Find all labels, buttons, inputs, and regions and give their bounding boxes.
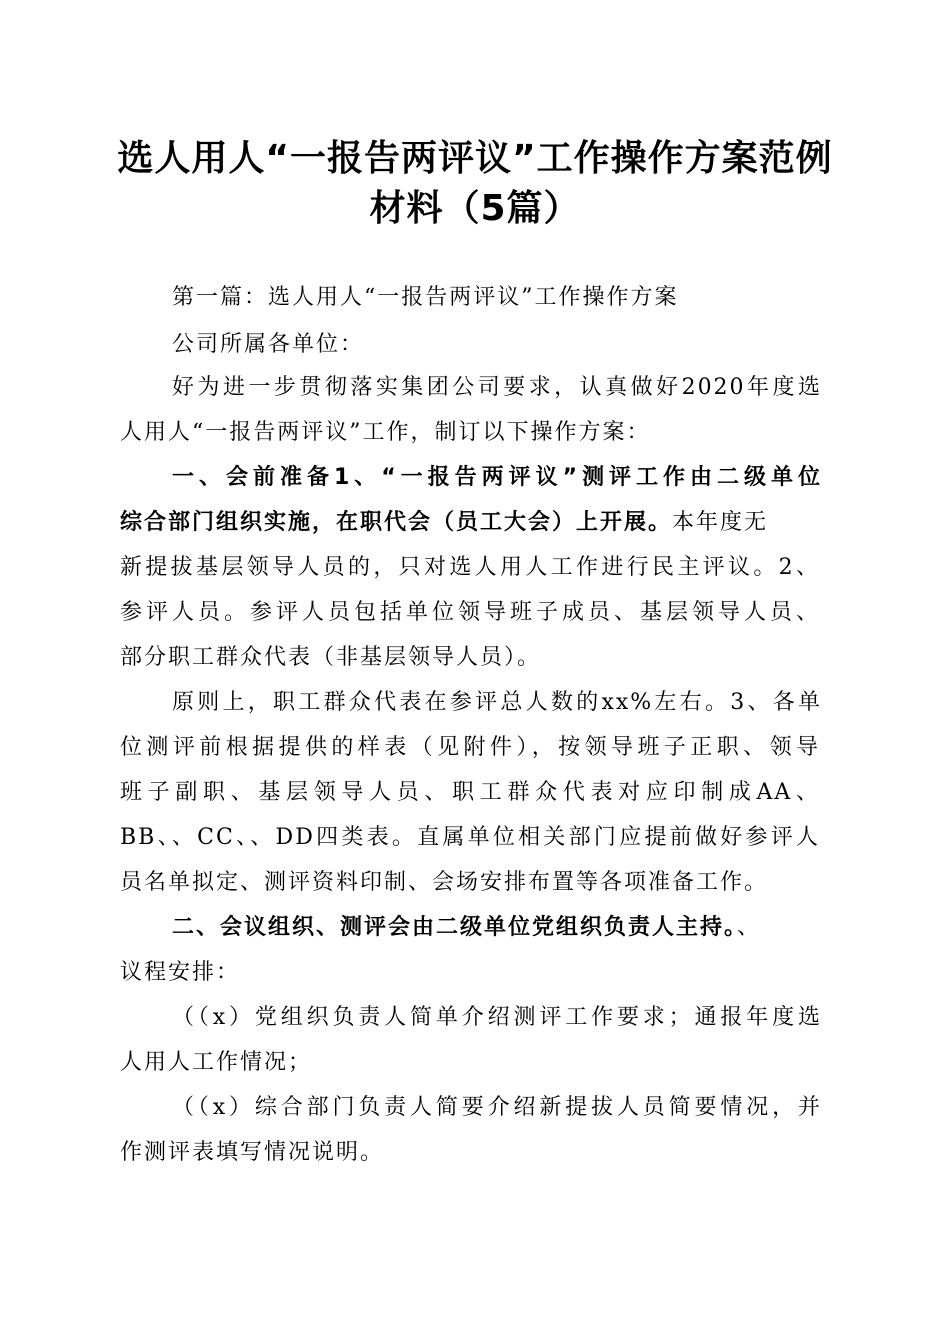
section-heading-1-continued: 综合部门组织实施，在职代会（员工大会）上开展。 xyxy=(120,510,673,535)
paragraph-line: 参评人员。参评人员包括单位领导班子成员、基层领导人员、 xyxy=(120,600,820,625)
paragraph-line: 人用人工作情况； xyxy=(120,1050,313,1075)
section-heading-1: 一、会前准备1、“一报告两评议”测评工作由二级单位 xyxy=(172,465,822,490)
paragraph-text: 本年度无 xyxy=(672,510,769,535)
paragraph-line xyxy=(120,508,830,538)
paragraph-line: 员名单拟定、测评资料印制、会场安排布置等各项准备工作。 xyxy=(120,870,769,895)
salutation: 公司所属各单位： xyxy=(172,332,365,357)
paragraph-line: 原则上，职工群众代表在参评总人数的xx%左右。3、各单 xyxy=(172,690,822,715)
paragraph-text: 、 xyxy=(737,915,762,940)
document-title-line-2: 材料（5篇） xyxy=(369,188,581,229)
paragraph-line: 议程安排： xyxy=(120,960,241,985)
paragraph-line: 好为进一步贯彻落实集团公司要求，认真做好2020年度选 xyxy=(172,375,822,400)
paragraph-line: BB、、CC、、DD四类表。直属单位相关部门应提前做好参评人 xyxy=(120,825,820,850)
list-item: （（x）综合部门负责人简要介绍新提拔人员简要情况，并 xyxy=(172,1095,822,1120)
paragraph-line: 部分职工群众代表（非基层领导人员）。 xyxy=(120,645,542,670)
chapter-heading: 第一篇：选人用人“一报告两评议”工作操作方案 xyxy=(172,285,679,310)
paragraph-line: 班子副职、基层领导人员、职工群众代表对应印制成AA、 xyxy=(120,780,820,805)
paragraph-line: 作测评表填写情况说明。 xyxy=(120,1140,385,1165)
paragraph-line: 人用人“一报告两评议”工作，制订以下操作方案： xyxy=(120,420,651,445)
section-heading-2: 二、会议组织、测评会由二级单位党组织负责人主持。 xyxy=(172,915,738,940)
document-title-line-1: 选人用人“一报告两评议”工作操作方案范例 xyxy=(117,138,833,179)
paragraph-line xyxy=(172,913,822,943)
paragraph-line: 新提拔基层领导人员的，只对选人用人工作进行民主评议。2、 xyxy=(120,555,820,580)
list-item: （（x）党组织负责人简单介绍测评工作要求；通报年度选 xyxy=(172,1005,822,1030)
paragraph-line: 位测评前根据提供的样表（见附件），按领导班子正职、领导 xyxy=(120,735,820,760)
